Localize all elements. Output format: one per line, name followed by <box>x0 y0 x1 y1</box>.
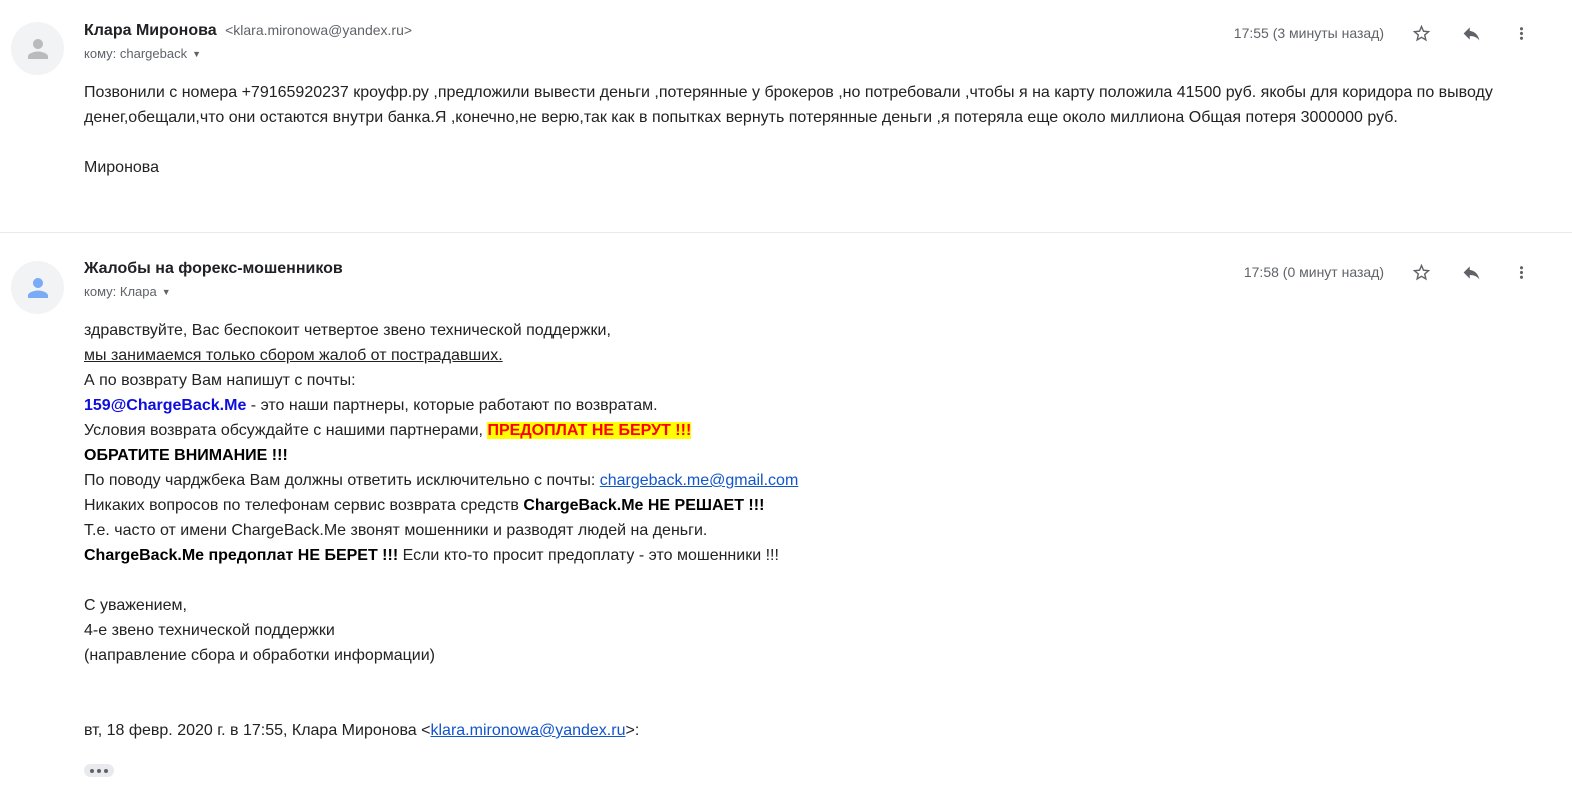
body-line <box>84 155 1548 180</box>
text-segment: Условия возврата обсуждайте с нашими партнерами, <box>84 422 488 439</box>
reply-button[interactable] <box>1460 261 1482 283</box>
text-segment: здравствуйте, Вас беспокоит четвертое звено технической поддержки, <box>84 322 611 339</box>
text-segment: 4-е звено технической поддержки <box>84 622 335 639</box>
email-message-1 <box>0 0 1572 232</box>
reply-icon <box>1461 262 1482 283</box>
recipient-dropdown[interactable] <box>84 46 201 61</box>
body-line <box>84 593 1548 618</box>
star-button[interactable] <box>1410 22 1432 44</box>
body-line <box>84 80 1548 130</box>
body-line <box>84 468 1548 493</box>
show-trimmed-content-button[interactable] <box>84 764 114 777</box>
text-segment: - это наши партнеры, которые работают по возвратам. <box>246 397 658 414</box>
person-icon <box>23 34 53 64</box>
body-line <box>84 130 1548 155</box>
dot <box>104 769 108 773</box>
text-segment: С уважением, <box>84 597 187 614</box>
body-line <box>84 718 1548 743</box>
text-segment: Позвонили с номера +79165920237 кроуфр.ру ,предложили вывести деньги ,потерянные у брокеров ,но потребовали ,чтобы я на карту положила 41500 руб. якобы для коридора по выводу денег,обещали,что они остаются внутри банка.Я ,конечно,не верю,так как в попытках вернуть потерянные деньги ,я потеряла еще около миллиона Общая потеря 3000000 руб. <box>84 84 1493 126</box>
recipient-label: кому: Клара <box>84 284 157 299</box>
reply-button[interactable] <box>1460 22 1482 44</box>
text-segment: А по возврату Вам напишут с почты: <box>84 372 356 389</box>
avatar <box>11 261 64 314</box>
star-icon <box>1411 23 1432 44</box>
body-line <box>84 493 1548 518</box>
text-segment: ОБРАТИТЕ ВНИМАНИЕ !!! <box>84 447 288 464</box>
dot <box>90 769 94 773</box>
body-line <box>84 418 1548 443</box>
text-segment: Никаких вопросов по телефонам сервис возврата средств <box>84 497 524 514</box>
chevron-down-icon: ▼ <box>192 48 202 59</box>
message-body <box>84 80 1548 180</box>
email-link[interactable]: chargeback.me@gmail.com <box>599 472 799 489</box>
sender-name: Клара Миронова <box>84 22 217 39</box>
text-segment: 159@ChargeBack.Me <box>84 397 247 414</box>
body-line <box>84 543 1548 568</box>
text-segment: >: <box>625 722 640 739</box>
sender-email: <klara.mironowa@yandex.ru> <box>225 22 413 38</box>
body-line <box>84 443 1548 468</box>
person-icon <box>23 273 53 303</box>
body-line <box>84 568 1548 593</box>
star-icon <box>1411 262 1432 283</box>
text-segment: мы занимаемся только сбором жалоб от пострадавших. <box>84 347 503 364</box>
body-line <box>84 368 1548 393</box>
chevron-down-icon: ▼ <box>161 286 171 297</box>
body-line <box>84 643 1548 668</box>
message-header <box>84 259 1548 299</box>
sender-line <box>84 20 1152 41</box>
body-line <box>84 693 1548 718</box>
more-options-button[interactable] <box>1510 22 1532 44</box>
recipient-dropdown[interactable] <box>84 284 171 299</box>
reply-icon <box>1461 23 1482 44</box>
message-header <box>84 20 1548 61</box>
more-options-button[interactable] <box>1510 261 1532 283</box>
sender-line <box>84 259 1152 279</box>
body-line <box>84 518 1548 543</box>
more-vert-icon <box>1512 263 1531 282</box>
more-vert-icon <box>1512 24 1531 43</box>
timestamp: 17:58 (0 минут назад) <box>1243 264 1384 280</box>
body-line <box>84 668 1548 693</box>
avatar <box>11 22 64 75</box>
text-segment: ChargeBack.Me НЕ РЕШАЕТ !!! <box>523 497 765 514</box>
text-segment: Если кто-то просит предоплату - это мошенники !!! <box>398 547 779 564</box>
body-line <box>84 318 1548 343</box>
text-segment: (направление сбора и обработки информации) <box>84 647 435 664</box>
body-line <box>84 393 1548 418</box>
text-segment: Т.е. часто от имени ChargeBack.Me звонят мошенники и разводят людей на деньги. <box>84 522 708 539</box>
text-segment: Миронова <box>84 159 160 176</box>
body-line <box>84 618 1548 643</box>
email-message-2 <box>0 233 1572 777</box>
text-segment: ПРЕДОПЛАТ НЕ БЕРУТ !!! <box>487 422 692 439</box>
timestamp: 17:55 (3 минуты назад) <box>1233 25 1384 41</box>
email-link[interactable]: klara.mironowa@yandex.ru <box>430 722 626 739</box>
text-segment: ChargeBack.Me предоплат НЕ БЕРЕТ !!! <box>84 547 399 564</box>
body-line <box>84 343 1548 368</box>
message-meta <box>1234 22 1532 44</box>
star-button[interactable] <box>1410 261 1432 283</box>
text-segment: По поводу чарджбека Вам должны ответить исключительно с почты: <box>84 472 600 489</box>
text-segment: вт, 18 февр. 2020 г. в 17:55, Клара Миронова < <box>84 722 431 739</box>
dot <box>97 769 101 773</box>
sender-name: Жалобы на форекс-мошенников <box>84 260 343 277</box>
message-body <box>84 318 1548 743</box>
message-meta <box>1244 261 1532 283</box>
recipient-label: кому: chargeback <box>84 46 188 61</box>
